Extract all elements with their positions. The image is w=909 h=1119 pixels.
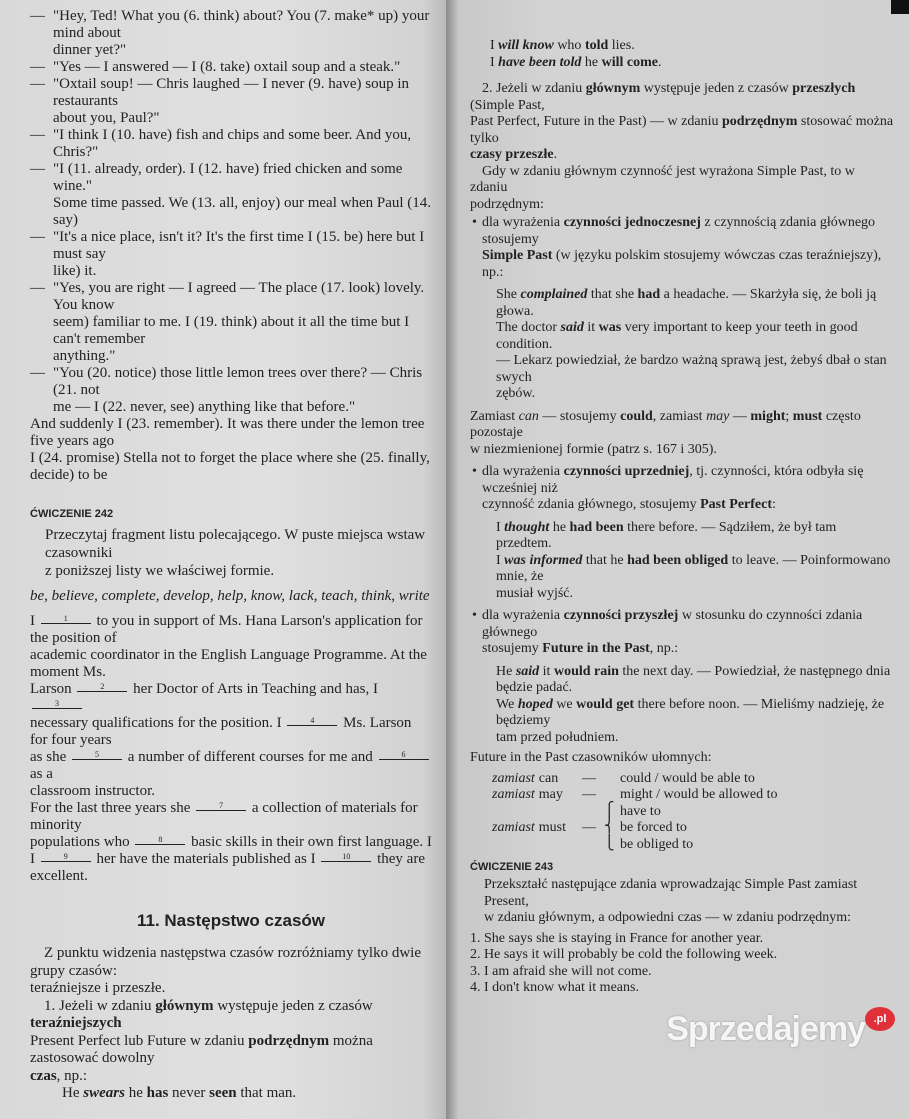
text-line — [30, 399, 432, 416]
text-run: czynności jednoczesnej — [563, 215, 701, 230]
text-run: complained — [520, 287, 588, 302]
text-run: . — [553, 147, 558, 162]
modal-replacement: could / would be able to — [620, 770, 755, 786]
text-run: very important to keep your teeth in good condition. — [496, 320, 858, 352]
bullet-simultaneous — [470, 215, 895, 281]
rule-2 — [470, 81, 895, 213]
text-line — [496, 664, 895, 697]
text-line — [30, 314, 432, 348]
text-run: to leave. — Poinformowano mnie, że — [496, 552, 891, 584]
word-list: be, believe, complete, develop, help, know, lack, teach, think, write — [30, 588, 430, 604]
answer-blank: 1 — [41, 615, 91, 624]
exercise-item: 3. I am afraid she will not come. — [470, 963, 652, 979]
text-run: will come — [601, 54, 658, 70]
dialogue-dash: — — [30, 127, 45, 143]
modal-verb: must — [538, 820, 567, 835]
text-run: występuje jeden z czasów — [640, 81, 793, 96]
answer-blank: 4 — [287, 717, 337, 726]
bullet-prior — [470, 464, 895, 514]
text-run: populations who — [30, 834, 134, 850]
text-run: : — [772, 497, 776, 512]
watermark-badge: .pl — [865, 1007, 895, 1031]
text-run: might — [750, 408, 786, 424]
text-run: We — [496, 696, 518, 712]
text-line — [496, 697, 895, 730]
text-run: lies. — [608, 38, 635, 53]
text-run: przeszłych — [792, 81, 856, 96]
text-line — [30, 59, 432, 76]
text-run: that man. — [236, 1085, 297, 1101]
text-run: I (24. promise) Stella not to forget the place where she (25. finally, decide) to be — [30, 450, 430, 483]
text-line — [30, 280, 432, 314]
modal-row — [492, 804, 895, 821]
text-run: He — [62, 1085, 84, 1101]
text-run: . — [657, 54, 662, 70]
text-run: I — [496, 519, 505, 535]
text-run: have been told — [498, 54, 582, 70]
modal-replacement: be forced to — [620, 820, 687, 835]
text-run: anything." — [53, 348, 116, 364]
text-run: ; — [785, 408, 793, 424]
text-line — [30, 365, 432, 399]
text-run: "Yes, you are right — I agreed — The place (17. look) lovely. You know — [53, 280, 425, 313]
watermark-logo: Sprzedajemy — [666, 1009, 865, 1048]
brace-icon: ⎧ — [604, 802, 615, 818]
text-run: "It's a nice place, isn't it? It's the first time I (15. be) here but I must say — [53, 229, 425, 262]
text-line — [30, 681, 432, 715]
text-run: "I (11. already, order). I (12. have) fried chicken and some wine." — [53, 161, 403, 194]
modal-row — [492, 787, 895, 804]
text-line — [30, 450, 432, 484]
exercise-item: 1. She says she is staying in France for another year. — [470, 930, 764, 946]
text-line — [30, 749, 432, 783]
text-run: Some time passed. We (13. all, enjoy) our meal when Paul (14. say) — [53, 195, 432, 228]
dialogue-dash: — — [30, 365, 45, 381]
text-run: głównym — [585, 81, 641, 96]
text-run: that she — [587, 287, 638, 302]
text-line — [470, 197, 895, 214]
text-line — [30, 715, 432, 749]
text-line — [470, 114, 895, 147]
text-run: czynność zdania głównego, stosujemy — [482, 497, 701, 512]
text-line — [470, 147, 895, 164]
text-line — [30, 263, 432, 280]
modal-replacement: be obliged to — [620, 836, 694, 852]
text-run: "Hey, Ted! What you (6. think) about? You (7. make* up) your mind about — [53, 8, 430, 41]
text-line — [30, 348, 432, 365]
text-run: zębów. — [496, 386, 536, 401]
examples-top — [470, 38, 895, 71]
text-run: Zamiast — [470, 408, 519, 424]
dialogue-dash: — — [30, 280, 45, 296]
dash: — — [582, 770, 596, 786]
text-run: czynności przyszłej — [563, 608, 679, 623]
text-run: — stosujemy — [538, 408, 621, 424]
text-run: można zastosować dowolny — [30, 1032, 373, 1066]
text-line — [482, 215, 895, 248]
text-line — [484, 910, 895, 927]
bullet-simultaneous-examples — [470, 287, 895, 403]
text-line — [30, 998, 432, 1033]
text-run: her have the materials published as I — [92, 851, 320, 867]
text-run: hoped — [517, 696, 553, 712]
dash: — — [582, 820, 596, 835]
text-run: teraźniejsze i przeszłe. — [30, 980, 166, 996]
text-run: w stosunku do czynności zdania głównego — [482, 608, 863, 640]
text-run: dla wyrażenia — [482, 608, 564, 623]
text-line — [30, 161, 432, 195]
text-run: had been — [569, 519, 624, 535]
text-line — [470, 164, 895, 197]
exercise-243-instruction — [470, 877, 895, 927]
right-page — [458, 0, 909, 1119]
book-gutter — [446, 0, 458, 1119]
text-run: — — [729, 408, 751, 424]
text-run: would rain — [553, 663, 619, 679]
text-line — [45, 562, 432, 580]
text-run: Z punktu widzenia następstwa czasów rozróżniamy tylko dwie grupy czasów: — [30, 945, 421, 979]
text-line — [30, 980, 432, 998]
text-run: like) it. — [53, 263, 97, 279]
modal-verb: may — [538, 787, 563, 802]
text-run: "I think I (10. have) fish and chips and some beer. And you, Chris?" — [53, 127, 412, 160]
text-line — [30, 229, 432, 263]
text-run: Simple Past — [482, 248, 553, 263]
zamiast-label: zamiast — [492, 770, 535, 786]
text-run: has — [146, 1085, 169, 1101]
text-line — [30, 945, 432, 980]
dash: — — [582, 787, 596, 802]
text-line — [482, 608, 895, 641]
text-run: seem) familiar to me. I (19. think) about it all the time but I can't remember — [53, 314, 410, 347]
text-run: teraźniejszych — [30, 1015, 122, 1031]
text-line — [30, 8, 432, 42]
text-run: never — [168, 1085, 210, 1101]
text-run: And suddenly I (23. remember). It was there under the lemon tree five years ago — [30, 416, 425, 449]
dialogue-exercise — [30, 8, 432, 484]
text-line — [30, 416, 432, 450]
modal-table — [470, 771, 895, 854]
text-run: stosujemy — [482, 641, 543, 656]
text-run: thought — [504, 519, 550, 535]
text-run: about you, Paul?" — [53, 110, 160, 126]
text-line — [482, 497, 895, 514]
dialogue-dash: — — [30, 161, 45, 177]
text-run: dinner yet?" — [53, 42, 127, 58]
text-line — [30, 800, 432, 834]
dialogue-dash: — — [30, 76, 45, 92]
text-run: Larson — [30, 681, 76, 697]
text-line — [490, 55, 895, 72]
text-line — [470, 409, 895, 442]
text-run: w zdaniu głównym, a odpowiedni czas — w zdaniu podrzędnym: — [484, 910, 852, 925]
text-run: he — [124, 1085, 147, 1101]
modal-row — [492, 837, 895, 854]
dialogue-dash: — — [30, 8, 45, 24]
text-run: I — [496, 552, 505, 568]
text-run: z poniższej listy we właściwej formie. — [45, 563, 275, 579]
modal-heading: Future in the Past czasowników ułomnych: — [470, 750, 712, 765]
text-line — [482, 248, 895, 281]
text-run: her Doctor of Arts in Teaching and has, I — [129, 681, 379, 697]
text-run: me — I (22. never, see) anything like that before." — [53, 399, 356, 415]
zamiast-label: zamiast — [492, 787, 535, 802]
answer-blank: 10 — [321, 853, 371, 862]
answer-blank: 7 — [196, 802, 246, 811]
text-run: a collection of materials for minority — [30, 800, 418, 833]
text-run: czas — [30, 1067, 57, 1084]
text-run: (w języku polskim stosujemy wówczas czas teraźniejszy), np.: — [482, 248, 882, 280]
text-run: podrzędnym — [248, 1032, 330, 1049]
text-line — [496, 287, 895, 320]
modal-row — [492, 771, 895, 788]
text-line — [30, 1068, 432, 1086]
text-line — [470, 442, 895, 459]
text-run: Past Perfect — [700, 497, 773, 512]
text-run: he — [581, 54, 602, 70]
text-run: Gdy w zdaniu głównym czynność jest wyrażona Simple Past, to w zdaniu — [470, 163, 855, 195]
text-run: as she — [30, 749, 70, 765]
modal-row — [492, 820, 895, 837]
dialogue-dash: — — [30, 229, 45, 245]
text-run: had — [637, 287, 661, 302]
text-run: was informed — [504, 552, 583, 568]
text-run: as a — [30, 766, 53, 782]
text-run: z czynnością zdania głównego stosujemy — [482, 215, 876, 247]
text-line — [30, 647, 432, 681]
text-run: Future in the Past — [542, 641, 650, 656]
section-intro — [30, 945, 432, 1103]
answer-blank: 2 — [77, 683, 127, 692]
text-run: that he — [582, 552, 628, 568]
text-run: the next day. — Powiedział, że następnego dnia będzie padać. — [496, 663, 891, 695]
bullet-prior-examples — [470, 520, 895, 603]
text-run: 2. Jeżeli w zdaniu — [482, 81, 586, 96]
dialogue-dash: — — [30, 59, 45, 75]
text-line — [496, 553, 895, 586]
exercise-243-heading: ĆWICZENIE 243 — [470, 861, 554, 873]
text-line — [30, 834, 432, 851]
text-run: For the last three years she — [30, 800, 195, 816]
text-run: (Simple Past, — [470, 97, 545, 113]
brace-icon: ⎩ — [604, 835, 615, 851]
text-run: — Lekarz powiedział, że bardzo ważną sprawą jest, żebyś dbał o stan swych — [496, 353, 887, 385]
text-run: was — [598, 320, 622, 335]
text-run: must — [792, 408, 823, 424]
text-run: academic coordinator in the English Language Programme. At the moment Ms. — [30, 647, 427, 680]
text-line — [30, 1033, 432, 1068]
text-run: it — [583, 320, 599, 335]
text-run: I — [490, 54, 499, 70]
text-run: 1. Jeżeli w zdaniu — [44, 997, 156, 1014]
text-line — [30, 42, 432, 59]
text-run: "You (20. notice) those little lemon trees over there? — Chris (21. not — [53, 365, 423, 398]
text-run: "Yes — I answered — I (8. take) oxtail soup and a steak." — [53, 59, 401, 75]
text-run: występuje jeden z czasów — [213, 997, 373, 1014]
text-run: who — [553, 38, 585, 53]
answer-blank: 6 — [379, 751, 429, 760]
zamiast-label: zamiast — [492, 820, 535, 835]
section-title: 11. Następstwo czasów — [136, 911, 326, 930]
text-run: , np.: — [649, 641, 679, 656]
text-line — [496, 586, 895, 603]
text-run: said — [515, 663, 540, 679]
exercise-item: 4. I don't know what it means. — [470, 980, 639, 995]
text-run: She — [496, 287, 521, 302]
text-line — [30, 127, 432, 161]
text-run: basic skills in their own first language. I — [187, 834, 432, 850]
bullet-future — [470, 608, 895, 658]
answer-blank: 9 — [41, 853, 91, 862]
recommendation-letter — [30, 613, 432, 885]
text-run: there before. — Sądziłem, że był tam przedtem. — [496, 519, 837, 551]
text-line — [30, 783, 432, 800]
text-run: , tj. czynności, która odbyła się wcześniej niż — [482, 464, 864, 496]
text-run: swears — [83, 1085, 125, 1101]
text-run: czynności uprzedniej — [563, 464, 690, 479]
text-run: seen — [209, 1085, 237, 1101]
text-run: Przeczytaj fragment listu polecającego. W puste miejsca wstaw czasowniki — [45, 527, 426, 561]
text-run: "Oxtail soup! — Chris laughed — I never (9. have) soup in restaurants — [53, 76, 410, 109]
text-run: tam przed południem. — [496, 729, 619, 745]
answer-blank: 8 — [135, 836, 185, 845]
text-run: dla wyrażenia — [482, 464, 564, 479]
text-line — [496, 386, 895, 403]
modal-verb: can — [538, 770, 559, 786]
text-line — [45, 526, 432, 562]
text-run: często pozostaje — [470, 408, 861, 440]
text-run: podrzędnym: — [470, 196, 544, 212]
text-run: a number of different courses for me and — [124, 749, 377, 765]
background-corner — [891, 0, 909, 14]
text-run: we — [552, 696, 577, 712]
text-line — [490, 38, 895, 55]
text-run: w niezmienionej formie (patrz s. 167 i 305). — [470, 441, 717, 457]
text-line — [482, 641, 895, 658]
text-line — [30, 110, 432, 127]
text-run: He — [496, 663, 516, 679]
text-run: they are excellent. — [30, 851, 425, 884]
text-run: Ms. Larson for four years — [30, 715, 412, 748]
watermark — [470, 1007, 895, 1049]
text-line — [484, 877, 895, 910]
text-run: necessary qualifications for the position. I — [30, 715, 286, 731]
text-run: I — [490, 38, 499, 53]
text-run: I — [30, 851, 39, 867]
text-run: musiał wyjść. — [496, 585, 573, 601]
exercise-242-instruction — [30, 526, 432, 580]
text-run: can — [518, 408, 539, 424]
text-run: dla wyrażenia — [482, 215, 564, 230]
text-run: stosować można tylko — [470, 114, 894, 146]
text-run: czasy przeszłe — [470, 147, 554, 162]
left-page — [0, 0, 446, 1119]
text-run: Past Perfect, Future in the Past) — w zdaniu — [470, 114, 722, 129]
text-run: podrzędnym — [721, 114, 798, 129]
text-run: he — [549, 519, 570, 535]
answer-blank: 3 — [32, 700, 82, 709]
text-line — [496, 730, 895, 747]
text-run: would get — [576, 696, 635, 712]
text-run: , zamiast — [652, 408, 707, 424]
text-run: told — [584, 38, 609, 53]
text-run: said — [560, 320, 584, 335]
text-run: głównym — [155, 997, 214, 1014]
exercise-243-items — [470, 931, 895, 997]
brace-icon: ⎨ — [604, 819, 615, 834]
modal-replacement: might / would be allowed to — [620, 787, 778, 802]
modal-note — [470, 409, 895, 459]
text-run: The doctor — [496, 320, 561, 335]
text-line — [30, 613, 432, 647]
text-line — [496, 353, 895, 386]
text-run: a headache. — Skarżyła się, że boli ją głowa. — [496, 287, 877, 319]
text-run: will know — [498, 38, 554, 53]
text-line — [30, 76, 432, 110]
text-line — [470, 81, 895, 114]
text-run: there before noon. — Mieliśmy nadzieję, że będziemy — [496, 696, 885, 728]
text-run: may — [706, 408, 730, 424]
text-line — [30, 1085, 432, 1103]
text-run: classroom instructor. — [30, 783, 155, 799]
text-line — [496, 520, 895, 553]
text-run: Przekształć następujące zdania wprowadzając Simple Past zamiast Present, — [484, 877, 858, 909]
text-run: had been obliged — [627, 552, 729, 568]
exercise-item: 2. He says it will probably be cold the following week. — [470, 947, 778, 962]
text-run: could — [620, 408, 653, 424]
exercise-242-heading: ĆWICZENIE 242 — [30, 508, 114, 520]
text-run: to you in support of Ms. Hana Larson's application for the position of — [30, 613, 423, 646]
text-line — [482, 464, 895, 497]
text-run: it — [539, 663, 554, 679]
text-line — [30, 851, 432, 885]
text-line — [496, 320, 895, 353]
bullet-future-examples — [470, 664, 895, 747]
answer-blank: 5 — [72, 751, 122, 760]
text-line — [30, 195, 432, 229]
modal-replacement: have to — [620, 803, 661, 819]
text-run: I — [30, 613, 39, 629]
text-run: , np.: — [56, 1067, 88, 1084]
text-run: Present Perfect lub Future w zdaniu — [30, 1032, 249, 1049]
